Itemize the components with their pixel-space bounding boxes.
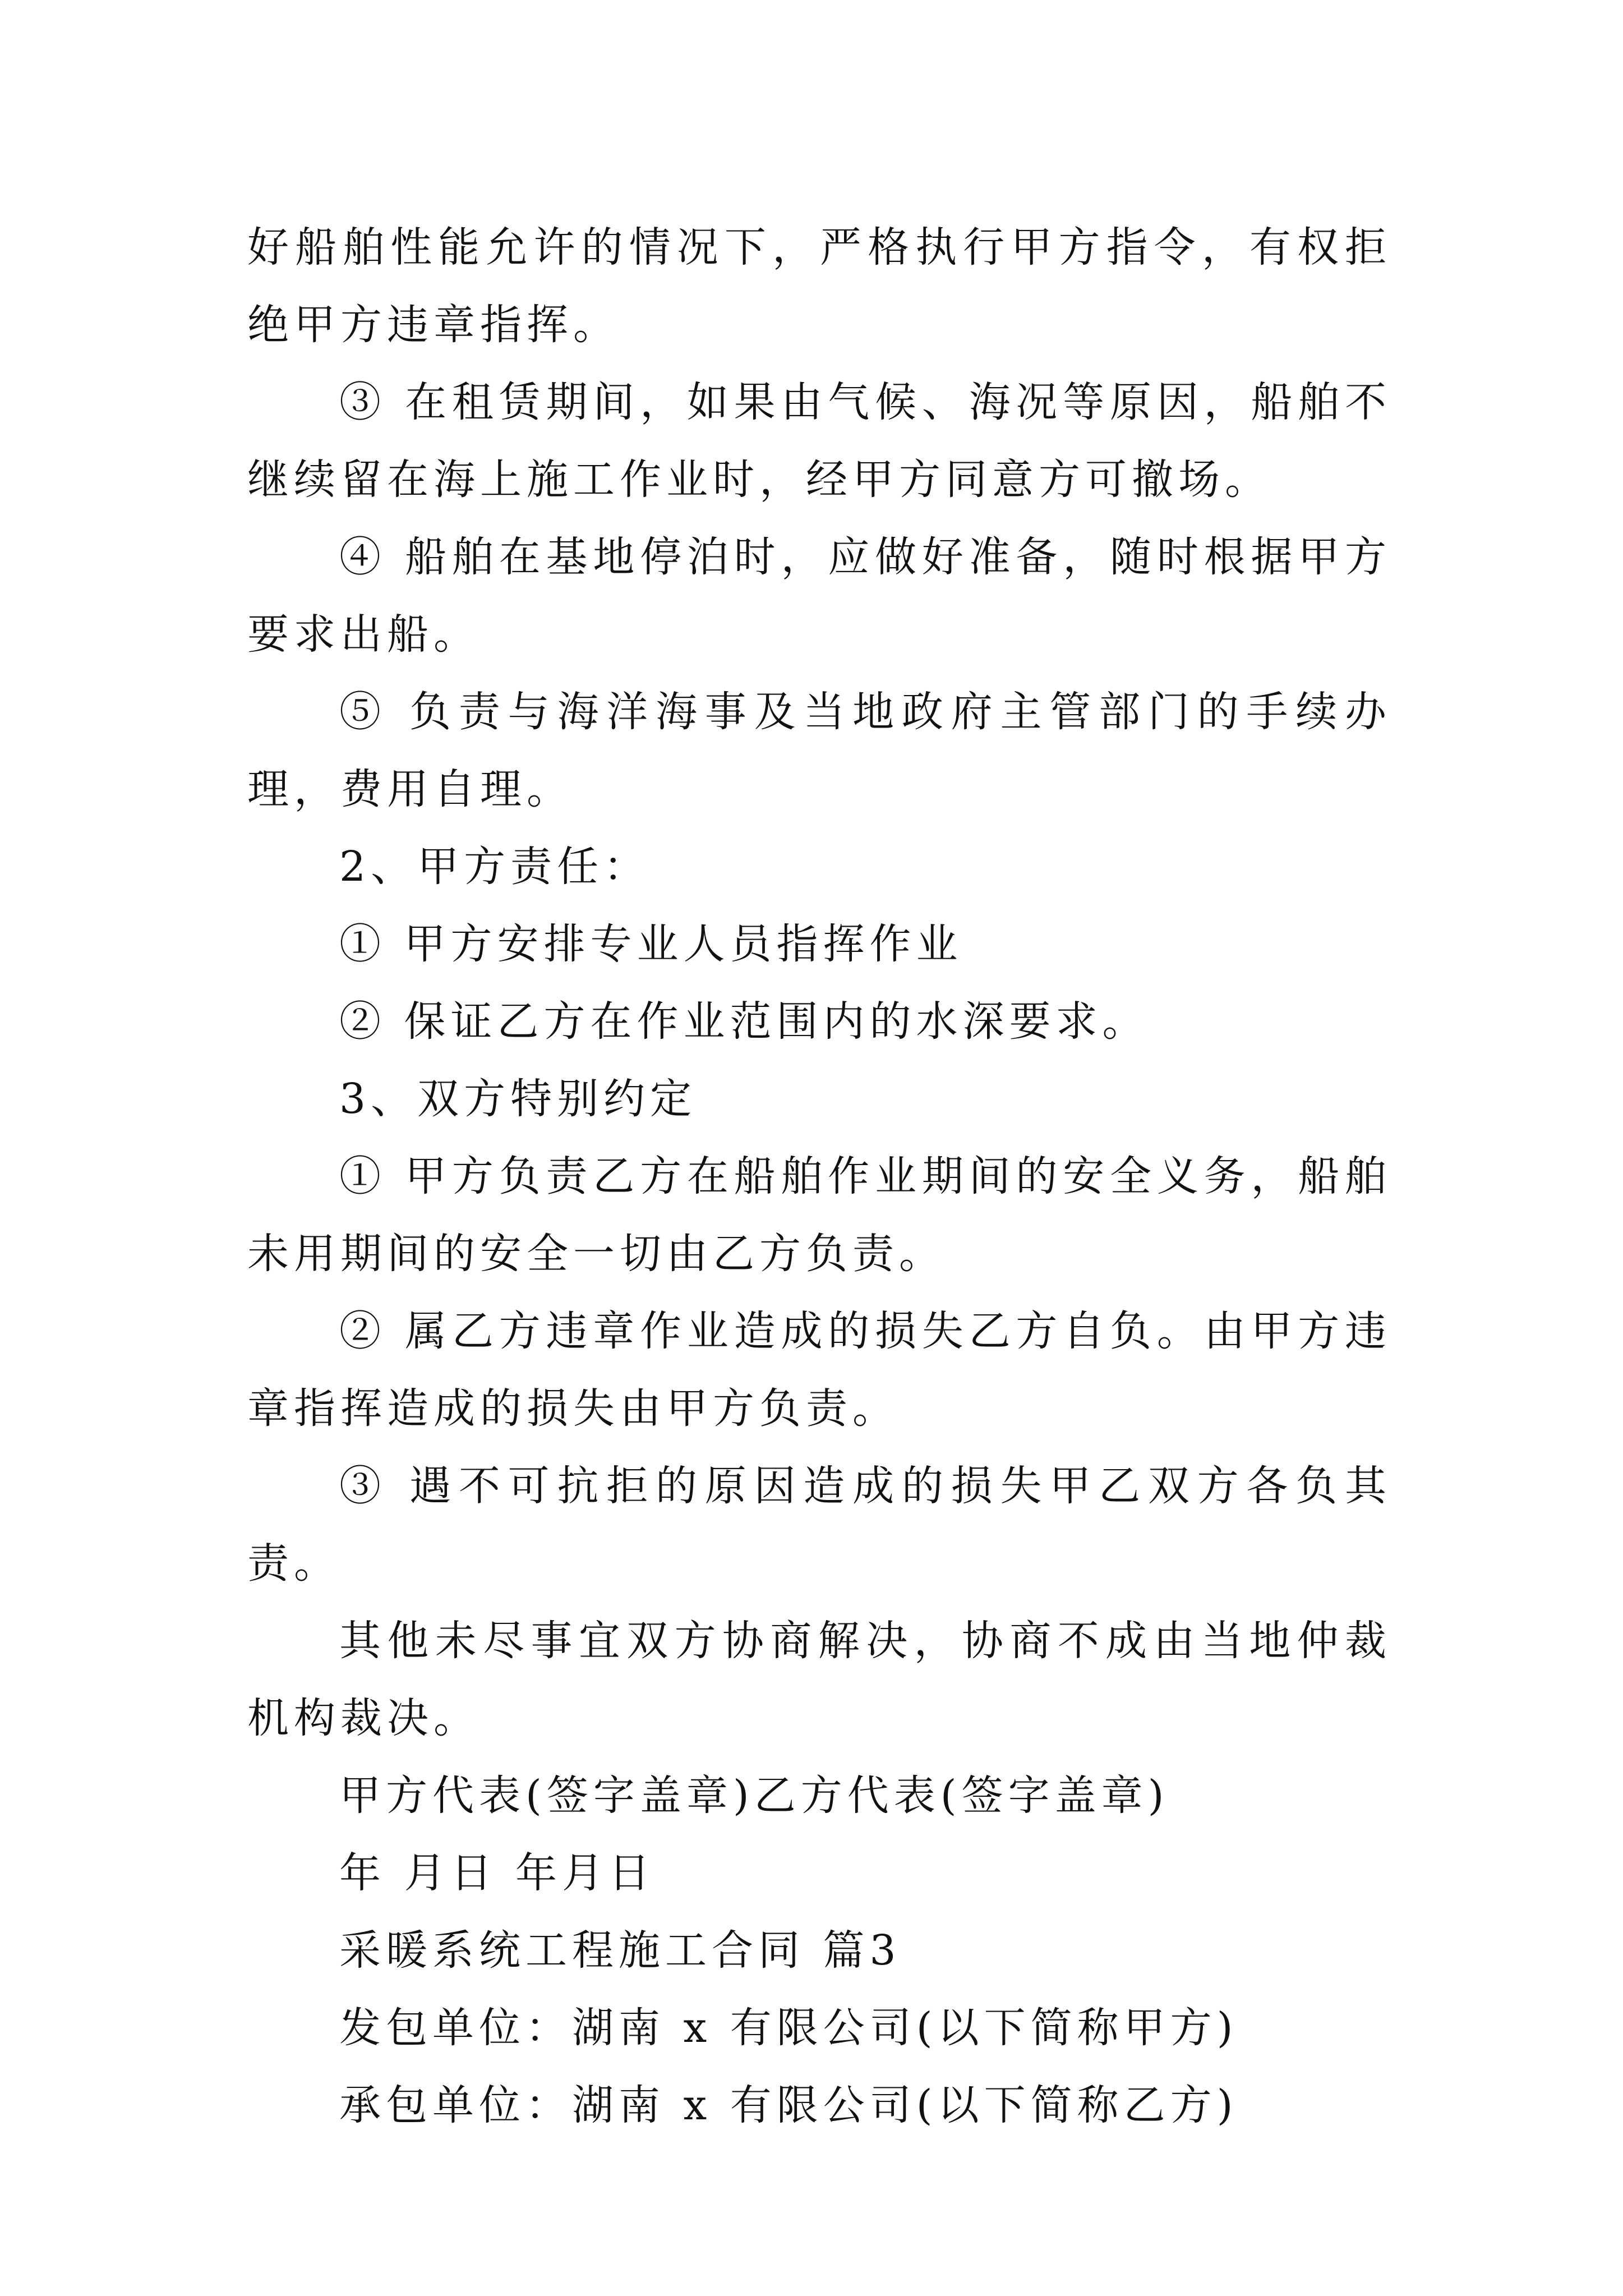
section-heading-special-agreement: 3、双方特别约定 <box>339 1075 697 1123</box>
paragraph-special-item-3: ③ 遇不可抗拒的原因造成的损失甲乙双方各负其责。 <box>247 1462 1391 1588</box>
section-heading-party-a-duties: 2、甲方责任： <box>339 843 651 891</box>
paragraph-item-3-withdrawal: ③ 在租赁期间，如果由气候、海况等原因，船舶不继续留在海上施工作业时，经甲方同意方可撤场。 <box>247 378 1391 504</box>
paragraph-continuation: 好船舶性能允许的情况下，严格执行甲方指令，有权拒绝甲方违章指挥。 <box>247 223 1391 349</box>
date-line: 年 月日 年月日 <box>339 1849 656 1897</box>
signature-line: 甲方代表(签字盖章)乙方代表(签字盖章) <box>339 1772 1169 1820</box>
paragraph-special-item-2: ② 属乙方违章作业造成的损失乙方自负。由甲方违章指挥造成的损失由甲方负责。 <box>247 1307 1391 1433</box>
paragraph-item-4-standby: ④ 船舶在基地停泊时，应做好准备，随时根据甲方要求出船。 <box>247 533 1391 659</box>
contractor-line: 承包单位：湖南 x 有限公司(以下简称乙方) <box>339 2081 1238 2129</box>
paragraph-party-a-item-1: ① 甲方安排专业人员指挥作业 <box>339 920 963 968</box>
document-body <box>247 209 1391 2144</box>
employer-line: 发包单位：湖南 x 有限公司(以下简称甲方) <box>339 2004 1238 2052</box>
paragraph-item-5-procedures: ⑤ 负责与海洋海事及当地政府主管部门的手续办理，费用自理。 <box>247 688 1391 813</box>
paragraph-other-matters: 其他未尽事宜双方协商解决，协商不成由当地仲裁机构裁决。 <box>247 1617 1391 1742</box>
paragraph-party-a-item-2: ② 保证乙方在作业范围内的水深要求。 <box>339 997 1149 1046</box>
paragraph-special-item-1: ① 甲方负责乙方在船舶作业期间的安全义务，船舶未用期间的安全一切由乙方负责。 <box>247 1152 1391 1278</box>
contract-title: 采暖系统工程施工合同 篇3 <box>339 1926 901 1975</box>
